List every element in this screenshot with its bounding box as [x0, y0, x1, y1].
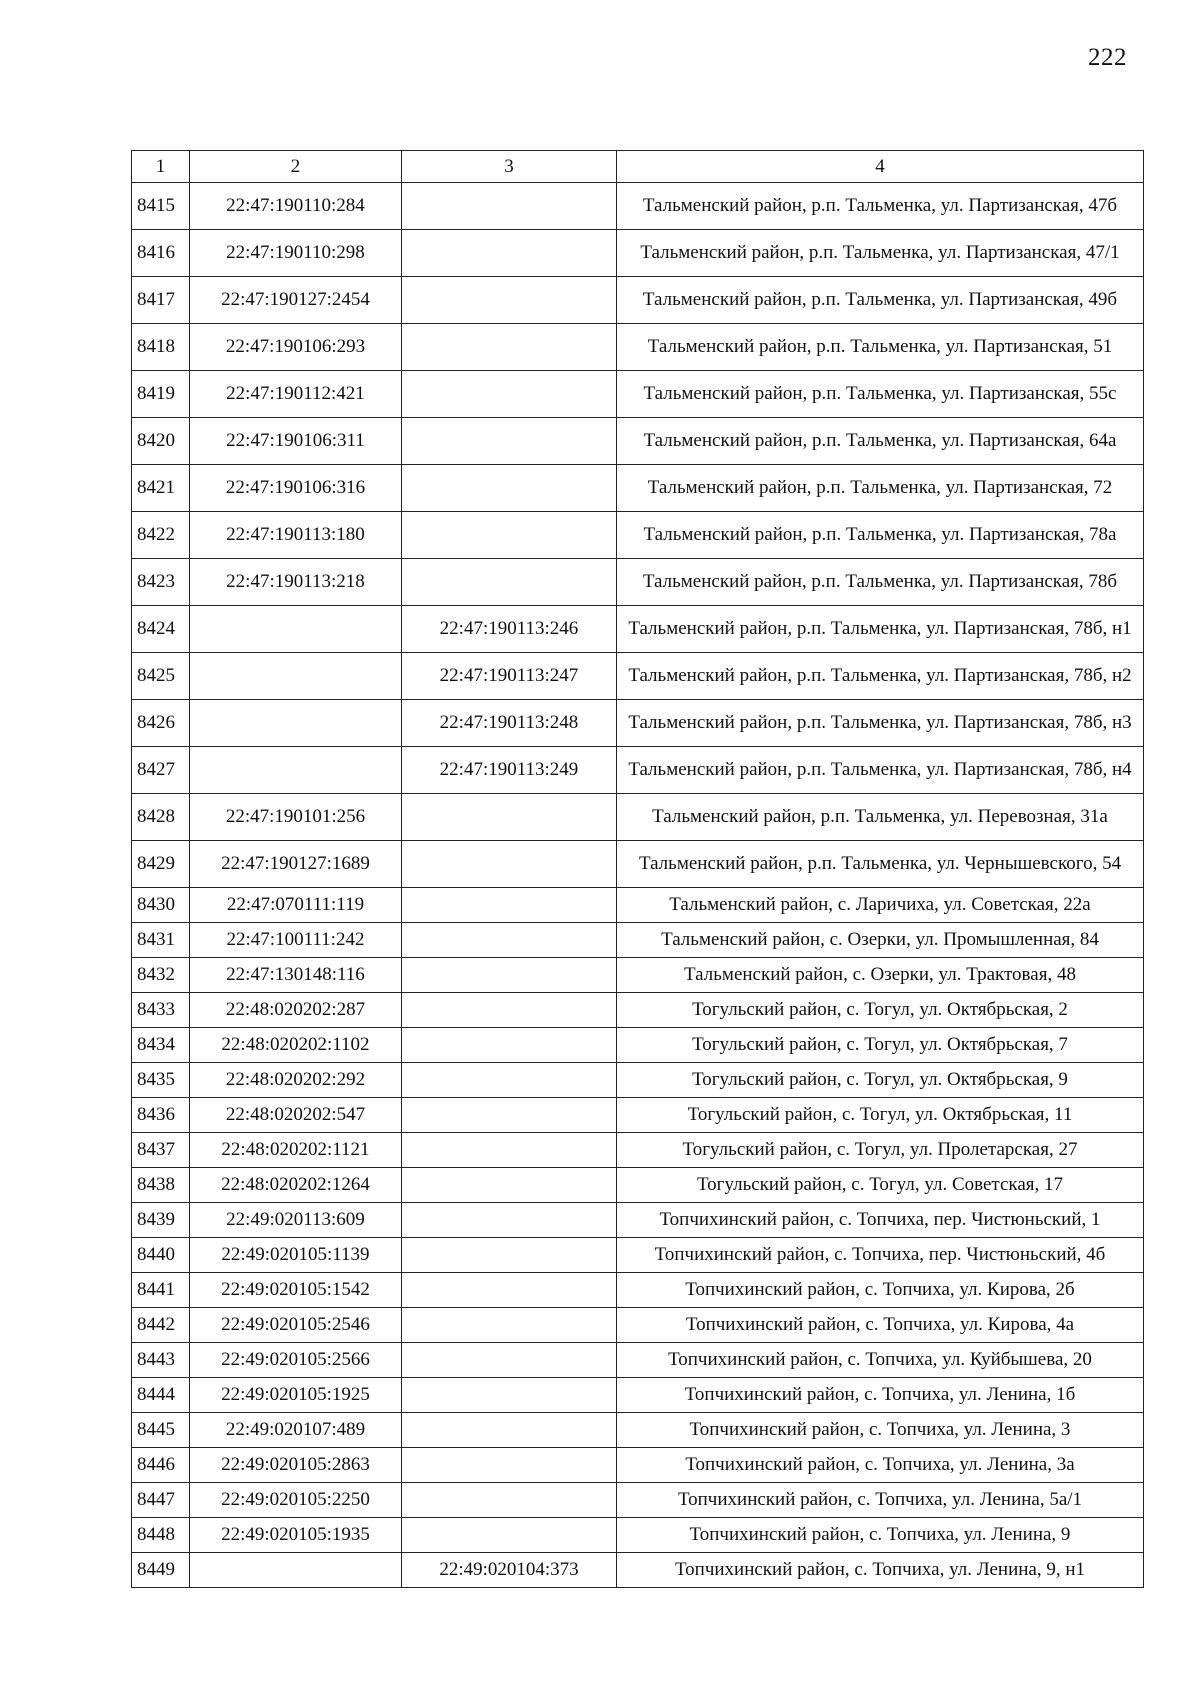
row-number-cell: 8447 [132, 1483, 190, 1518]
address-cell: Топчихинский район, с. Топчиха, ул. Ленина, 9, н1 [617, 1553, 1144, 1588]
address-cell: Тальменский район, р.п. Тальменка, ул. Партизанская, 49б [617, 277, 1144, 324]
table-row [132, 559, 1144, 606]
row-number-cell: 8441 [132, 1273, 190, 1308]
building-cadastral-number-cell [402, 1378, 617, 1413]
cadastral-number-cell: 22:48:020202:1102 [190, 1028, 402, 1063]
cadastral-number-cell: 22:48:020202:292 [190, 1063, 402, 1098]
building-cadastral-number-cell [402, 324, 617, 371]
table-row [132, 1378, 1144, 1413]
row-number-cell: 8428 [132, 794, 190, 841]
table-row [132, 958, 1144, 993]
building-cadastral-number-cell [402, 888, 617, 923]
header-row [132, 151, 1144, 183]
cadastral-number-cell [190, 747, 402, 794]
address-cell: Тогульский район, с. Тогул, ул. Октябрьская, 7 [617, 1028, 1144, 1063]
row-number-cell: 8419 [132, 371, 190, 418]
building-cadastral-number-cell [402, 1028, 617, 1063]
table-row [132, 324, 1144, 371]
address-cell: Топчихинский район, с. Топчиха, ул. Ленина, 1б [617, 1378, 1144, 1413]
building-cadastral-number-cell [402, 465, 617, 512]
building-cadastral-number-cell [402, 841, 617, 888]
row-number-cell: 8423 [132, 559, 190, 606]
row-number-cell: 8446 [132, 1448, 190, 1483]
table-row [132, 277, 1144, 324]
row-number-cell: 8422 [132, 512, 190, 559]
table-row [132, 923, 1144, 958]
row-number-cell: 8438 [132, 1168, 190, 1203]
address-cell: Тальменский район, р.п. Тальменка, ул. Партизанская, 78а [617, 512, 1144, 559]
building-cadastral-number-cell [402, 230, 617, 277]
row-number-cell: 8442 [132, 1308, 190, 1343]
row-number-cell: 8425 [132, 653, 190, 700]
building-cadastral-number-cell: 22:47:190113:247 [402, 653, 617, 700]
row-number-cell: 8421 [132, 465, 190, 512]
address-cell: Тальменский район, с. Ларичиха, ул. Советская, 22а [617, 888, 1144, 923]
row-number-cell: 8444 [132, 1378, 190, 1413]
cadastral-number-cell: 22:48:020202:547 [190, 1098, 402, 1133]
registry-table [131, 150, 1144, 1588]
row-number-cell: 8439 [132, 1203, 190, 1238]
table-row [132, 700, 1144, 747]
row-number-cell: 8418 [132, 324, 190, 371]
row-number-cell: 8424 [132, 606, 190, 653]
building-cadastral-number-cell [402, 1483, 617, 1518]
row-number-cell: 8449 [132, 1553, 190, 1588]
cadastral-number-cell: 22:47:100111:242 [190, 923, 402, 958]
cadastral-number-cell: 22:48:020202:1121 [190, 1133, 402, 1168]
building-cadastral-number-cell [402, 512, 617, 559]
row-number-cell: 8417 [132, 277, 190, 324]
table-body [132, 183, 1144, 1588]
row-number-cell: 8448 [132, 1518, 190, 1553]
building-cadastral-number-cell [402, 958, 617, 993]
row-number-cell: 8431 [132, 923, 190, 958]
table-row [132, 183, 1144, 230]
cadastral-number-cell: 22:47:070111:119 [190, 888, 402, 923]
cadastral-number-cell: 22:49:020107:489 [190, 1413, 402, 1448]
cadastral-number-cell: 22:47:190106:293 [190, 324, 402, 371]
address-cell: Тальменский район, р.п. Тальменка, ул. Партизанская, 78б, н4 [617, 747, 1144, 794]
address-cell: Тогульский район, с. Тогул, ул. Октябрьская, 2 [617, 993, 1144, 1028]
building-cadastral-number-cell: 22:47:190113:248 [402, 700, 617, 747]
table-row [132, 1343, 1144, 1378]
address-cell: Тогульский район, с. Тогул, ул. Пролетарская, 27 [617, 1133, 1144, 1168]
building-cadastral-number-cell [402, 1343, 617, 1378]
cadastral-number-cell: 22:49:020105:2863 [190, 1448, 402, 1483]
page-number: 222 [1088, 44, 1127, 71]
cadastral-number-cell: 22:47:190110:298 [190, 230, 402, 277]
cadastral-number-cell: 22:47:190106:311 [190, 418, 402, 465]
cadastral-number-cell: 22:47:190127:2454 [190, 277, 402, 324]
table-row [132, 1133, 1144, 1168]
building-cadastral-number-cell [402, 794, 617, 841]
row-number-cell: 8430 [132, 888, 190, 923]
address-cell: Топчихинский район, с. Топчиха, пер. Чистюньский, 1 [617, 1203, 1144, 1238]
address-cell: Тальменский район, р.п. Тальменка, ул. Партизанская, 55с [617, 371, 1144, 418]
table-row [132, 794, 1144, 841]
column-header-3: 3 [402, 151, 617, 183]
address-cell: Тогульский район, с. Тогул, ул. Октябрьская, 9 [617, 1063, 1144, 1098]
building-cadastral-number-cell [402, 1448, 617, 1483]
address-cell: Тогульский район, с. Тогул, ул. Советская, 17 [617, 1168, 1144, 1203]
table-row [132, 1518, 1144, 1553]
address-cell: Топчихинский район, с. Топчиха, пер. Чистюньский, 4б [617, 1238, 1144, 1273]
row-number-cell: 8416 [132, 230, 190, 277]
cadastral-number-cell [190, 653, 402, 700]
building-cadastral-number-cell [402, 1518, 617, 1553]
cadastral-number-cell: 22:49:020105:2546 [190, 1308, 402, 1343]
table-row [132, 606, 1144, 653]
row-number-cell: 8427 [132, 747, 190, 794]
cadastral-number-cell: 22:47:130148:116 [190, 958, 402, 993]
address-cell: Тальменский район, р.п. Тальменка, ул. Партизанская, 47б [617, 183, 1144, 230]
address-cell: Тальменский район, р.п. Тальменка, ул. Партизанская, 78б, н2 [617, 653, 1144, 700]
address-cell: Тальменский район, р.п. Тальменка, ул. Партизанская, 72 [617, 465, 1144, 512]
cadastral-number-cell [190, 606, 402, 653]
cadastral-number-cell: 22:49:020105:1925 [190, 1378, 402, 1413]
address-cell: Тальменский район, р.п. Тальменка, ул. Партизанская, 78б, н1 [617, 606, 1144, 653]
cadastral-number-cell: 22:49:020105:1935 [190, 1518, 402, 1553]
address-cell: Топчихинский район, с. Топчиха, ул. Куйбышева, 20 [617, 1343, 1144, 1378]
table-row [132, 1098, 1144, 1133]
cadastral-number-cell: 22:47:190113:180 [190, 512, 402, 559]
building-cadastral-number-cell: 22:47:190113:249 [402, 747, 617, 794]
row-number-cell: 8435 [132, 1063, 190, 1098]
table-row [132, 841, 1144, 888]
row-number-cell: 8415 [132, 183, 190, 230]
building-cadastral-number-cell [402, 277, 617, 324]
table-row [132, 1308, 1144, 1343]
table-row [132, 653, 1144, 700]
address-cell: Топчихинский район, с. Топчиха, ул. Ленина, 3а [617, 1448, 1144, 1483]
address-cell: Тальменский район, р.п. Тальменка, ул. Партизанская, 64а [617, 418, 1144, 465]
table-row [132, 1483, 1144, 1518]
cadastral-number-cell [190, 1553, 402, 1588]
building-cadastral-number-cell [402, 1308, 617, 1343]
row-number-cell: 8440 [132, 1238, 190, 1273]
building-cadastral-number-cell [402, 1168, 617, 1203]
row-number-cell: 8420 [132, 418, 190, 465]
address-cell: Тальменский район, р.п. Тальменка, ул. Партизанская, 78б [617, 559, 1144, 606]
building-cadastral-number-cell [402, 183, 617, 230]
cadastral-number-cell: 22:47:190113:218 [190, 559, 402, 606]
address-cell: Топчихинский район, с. Топчиха, ул. Ленина, 3 [617, 1413, 1144, 1448]
table-row [132, 1238, 1144, 1273]
table-row [132, 1028, 1144, 1063]
table-row [132, 888, 1144, 923]
cadastral-number-cell: 22:47:190127:1689 [190, 841, 402, 888]
address-cell: Тальменский район, р.п. Тальменка, ул. Перевозная, 31а [617, 794, 1144, 841]
cadastral-number-cell: 22:49:020105:2566 [190, 1343, 402, 1378]
table-row [132, 747, 1144, 794]
address-cell: Тальменский район, с. Озерки, ул. Трактовая, 48 [617, 958, 1144, 993]
row-number-cell: 8437 [132, 1133, 190, 1168]
table-row [132, 1168, 1144, 1203]
row-number-cell: 8426 [132, 700, 190, 747]
address-cell: Топчихинский район, с. Топчиха, ул. Ленина, 5а/1 [617, 1483, 1144, 1518]
building-cadastral-number-cell [402, 1413, 617, 1448]
cadastral-number-cell: 22:47:190101:256 [190, 794, 402, 841]
table-row [132, 993, 1144, 1028]
column-header-2: 2 [190, 151, 402, 183]
address-cell: Тальменский район, р.п. Тальменка, ул. Партизанская, 51 [617, 324, 1144, 371]
row-number-cell: 8433 [132, 993, 190, 1028]
row-number-cell: 8436 [132, 1098, 190, 1133]
cadastral-number-cell: 22:47:190112:421 [190, 371, 402, 418]
cadastral-number-cell: 22:48:020202:287 [190, 993, 402, 1028]
table-row [132, 1448, 1144, 1483]
cadastral-number-cell: 22:48:020202:1264 [190, 1168, 402, 1203]
address-cell: Тальменский район, р.п. Тальменка, ул. Партизанская, 47/1 [617, 230, 1144, 277]
row-number-cell: 8443 [132, 1343, 190, 1378]
building-cadastral-number-cell [402, 1133, 617, 1168]
building-cadastral-number-cell [402, 1063, 617, 1098]
table-row [132, 1553, 1144, 1588]
building-cadastral-number-cell [402, 559, 617, 606]
cadastral-number-cell: 22:49:020105:1139 [190, 1238, 402, 1273]
address-cell: Тогульский район, с. Тогул, ул. Октябрьская, 11 [617, 1098, 1144, 1133]
building-cadastral-number-cell [402, 993, 617, 1028]
table-row [132, 371, 1144, 418]
building-cadastral-number-cell: 22:47:190113:246 [402, 606, 617, 653]
cadastral-number-cell: 22:49:020105:1542 [190, 1273, 402, 1308]
cadastral-number-cell: 22:49:020105:2250 [190, 1483, 402, 1518]
row-number-cell: 8445 [132, 1413, 190, 1448]
table-row [132, 230, 1144, 277]
building-cadastral-number-cell [402, 923, 617, 958]
address-cell: Топчихинский район, с. Топчиха, ул. Кирова, 2б [617, 1273, 1144, 1308]
cadastral-number-cell [190, 700, 402, 747]
table-row [132, 1273, 1144, 1308]
address-cell: Топчихинский район, с. Топчиха, ул. Ленина, 9 [617, 1518, 1144, 1553]
table-row [132, 1203, 1144, 1238]
address-cell: Тальменский район, р.п. Тальменка, ул. Чернышевского, 54 [617, 841, 1144, 888]
cadastral-number-cell: 22:49:020113:609 [190, 1203, 402, 1238]
cadastral-number-cell: 22:47:190106:316 [190, 465, 402, 512]
table-row [132, 1063, 1144, 1098]
table-row [132, 418, 1144, 465]
table-row [132, 1413, 1144, 1448]
address-cell: Тальменский район, р.п. Тальменка, ул. Партизанская, 78б, н3 [617, 700, 1144, 747]
column-header-1: 1 [132, 151, 190, 183]
building-cadastral-number-cell: 22:49:020104:373 [402, 1553, 617, 1588]
building-cadastral-number-cell [402, 1098, 617, 1133]
row-number-cell: 8429 [132, 841, 190, 888]
address-cell: Тальменский район, с. Озерки, ул. Промышленная, 84 [617, 923, 1144, 958]
building-cadastral-number-cell [402, 1273, 617, 1308]
cadastral-number-cell: 22:47:190110:284 [190, 183, 402, 230]
building-cadastral-number-cell [402, 418, 617, 465]
column-header-4: 4 [617, 151, 1144, 183]
row-number-cell: 8432 [132, 958, 190, 993]
address-cell: Топчихинский район, с. Топчиха, ул. Кирова, 4а [617, 1308, 1144, 1343]
building-cadastral-number-cell [402, 371, 617, 418]
table-row [132, 512, 1144, 559]
building-cadastral-number-cell [402, 1203, 617, 1238]
building-cadastral-number-cell [402, 1238, 617, 1273]
table-row [132, 465, 1144, 512]
row-number-cell: 8434 [132, 1028, 190, 1063]
